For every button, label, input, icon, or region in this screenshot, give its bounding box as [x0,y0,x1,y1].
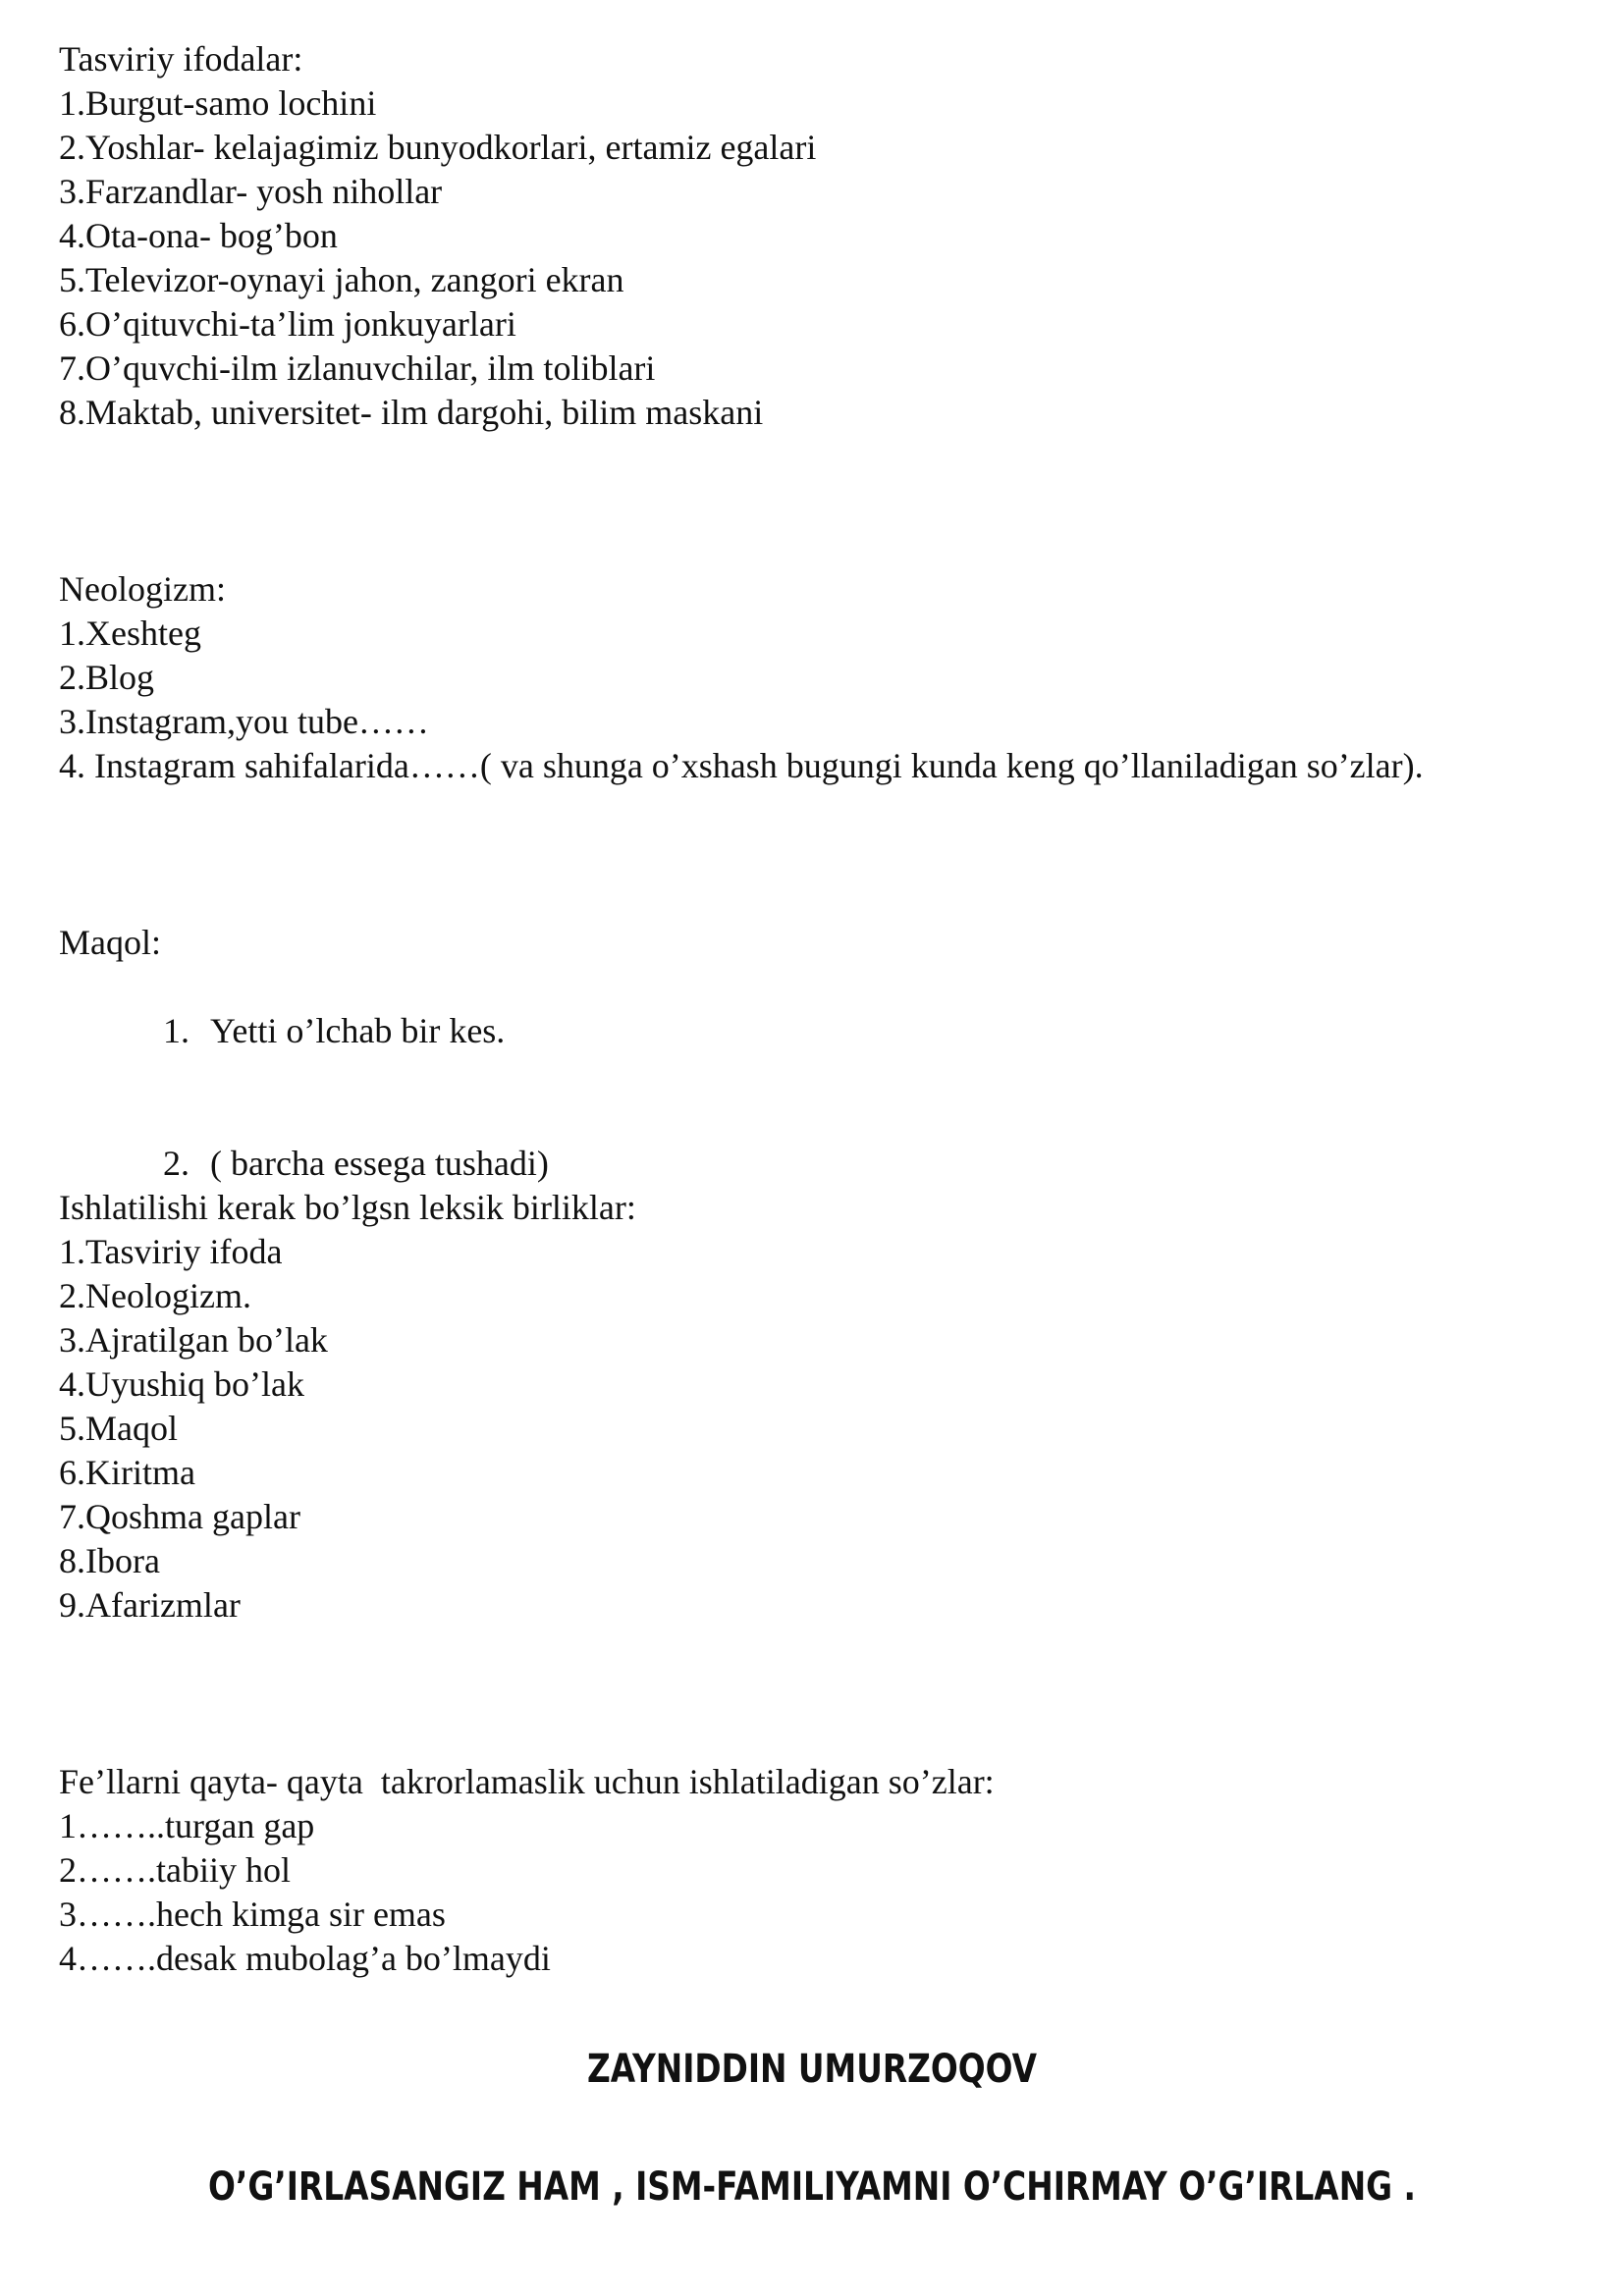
author-note: O’G’IRLASANGIZ HAM , ISM-FAMILIYAMNI O’CHIRMAY O’G’IRLANG . [208,2164,1416,2210]
list-item: 2.Blog [59,658,155,697]
list-item: 6.Kiritma [59,1453,195,1492]
list-item: 4. Instagram sahifalarida……( va shunga o’xshash bugungi kunda keng qo’llaniladigan so’zlar). [59,746,1424,785]
list-item: 2.Neologizm. [59,1276,251,1315]
list-item: 3…….hech kimga sir emas [59,1895,446,1934]
list-item: 1.Xeshteg [59,614,201,653]
section-leksik-birliklar [59,1186,1591,1628]
list-item: 5.Maqol [59,1409,178,1448]
list-item: 4.Ota-ona- bog’bon [59,216,338,255]
section-maqol [59,921,1591,1230]
section-heading: Maqol: [59,923,161,962]
section-heading: Ishlatilishi kerak bo’lgsn leksik birliklar: [59,1188,636,1227]
list-item: 8.Ibora [59,1541,160,1580]
list-text: Yetti o’lchab bir kes. [210,1011,506,1050]
list-item: 9.Afarizmlar [59,1585,241,1625]
list-item: 5.Televizor-oynayi jahon, zangori ekran [59,260,624,299]
list-item: 7.Qoshma gaplar [59,1497,300,1536]
list-item: 3.Ajratilgan bo’lak [59,1320,328,1360]
list-item: 3.Farzandlar- yosh nihollar [59,172,443,211]
list-item: 2.Yoshlar- kelajagimiz bunyodkorlari, ertamiz egalari [59,128,817,167]
list-item: 4…….desak mubolag’a bo’lmaydi [59,1939,551,1978]
list-item: 2…….tabiiy hol [59,1850,291,1890]
list-number: 2. [163,1144,189,1183]
section-heading: Tasviriy ifodalar: [59,39,303,79]
list-item: 1……..turgan gap [59,1806,315,1845]
list-item: 4.Uyushiq bo’lak [59,1364,304,1404]
list-item: 7.O’quvchi-ilm izlanuvchilar, ilm toliblari [59,348,656,388]
author-name: ZAYNIDDIN UMURZOQOV [586,2047,1038,2092]
list-number: 1. [163,1011,189,1050]
list-item: 1.Tasviriy ifoda [59,1232,283,1271]
section-fellar [59,1760,1591,1981]
list-item: 6.O’qituvchi-ta’lim jonkuyarlari [59,304,516,344]
list-text: ( barcha essega tushadi) [210,1144,549,1183]
section-neologizm [59,567,1591,788]
section-tasviriy-ifodalar [59,37,1591,435]
numbered-list-item [59,965,1591,1097]
section-heading: Neologizm: [59,569,226,609]
list-item: 8.Maktab, universitet- ilm dargohi, bilim maskani [59,393,764,432]
section-heading: Fe’llarni qayta- qayta takrorlamaslik uchun ishlatiladigan so’zlar: [59,1762,995,1801]
list-item: 3.Instagram,you tube…… [59,702,429,741]
list-item: 1.Burgut-samo lochini [59,83,377,123]
